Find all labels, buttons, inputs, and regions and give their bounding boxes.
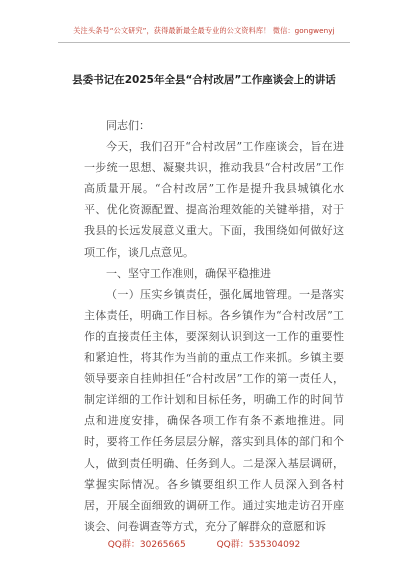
section-heading: 一、坚守工作准则，确保平稳推进 <box>106 266 271 280</box>
document-body <box>84 115 344 537</box>
intro-paragraph: 今天，我们召开“合村改居”工作座谈会，旨在进一步统一思想、凝聚共识，推动我县“合村改居”工作高质量开展。“合村改居”工作是提升我县城镇化水平、优化资源配置、提高治理效能的关键举措，对于我县的长远发展意义重大。下面，我围绕如何做好这项工作，谈几点意见。 <box>84 140 344 259</box>
salutation: 同志们： <box>106 119 150 132</box>
document-title: 县委书记在2025年全县“合村改居”工作座谈会上的讲话 <box>72 74 336 86</box>
footer-qq-group-2: QQ群：535304092 <box>216 540 301 550</box>
footer-qq-group-1: QQ群：30265665 <box>107 540 186 550</box>
footer-qq-groups <box>0 537 408 550</box>
header-banner: 关注头条号“公文研究”，获得最新最全最专业的公文资料库！ 微信：gongwenyj <box>73 26 335 35</box>
header-divider <box>58 42 350 43</box>
subsection-paragraph: （一）压实乡镇责任，强化属地管理。一是落实主体责任，明确工作目标。各乡镇作为“合村改居”工作的直接责任主体，要深刻认识到这一工作的重要性和紧迫性，将其作为当前的重点工作来抓。乡镇主要领导要亲自挂帅担任“合村改居”工作的第一责任人，制定详细的工作计划和目标任务，明确工作的时间节点和进度安排，确保各项工作有条不紊地推进。同时，要将工作任务层层分解，落实到具体的部门和个人，做到责任明确、任务到人。二是深入基层调研，掌握实际情况。各乡镇要组织工作人员深入到各村居，开展全面细致的调研工作。通过实地走访召开座谈会、问卷调查等方式，充分了解群众的意愿和诉 <box>84 287 344 533</box>
